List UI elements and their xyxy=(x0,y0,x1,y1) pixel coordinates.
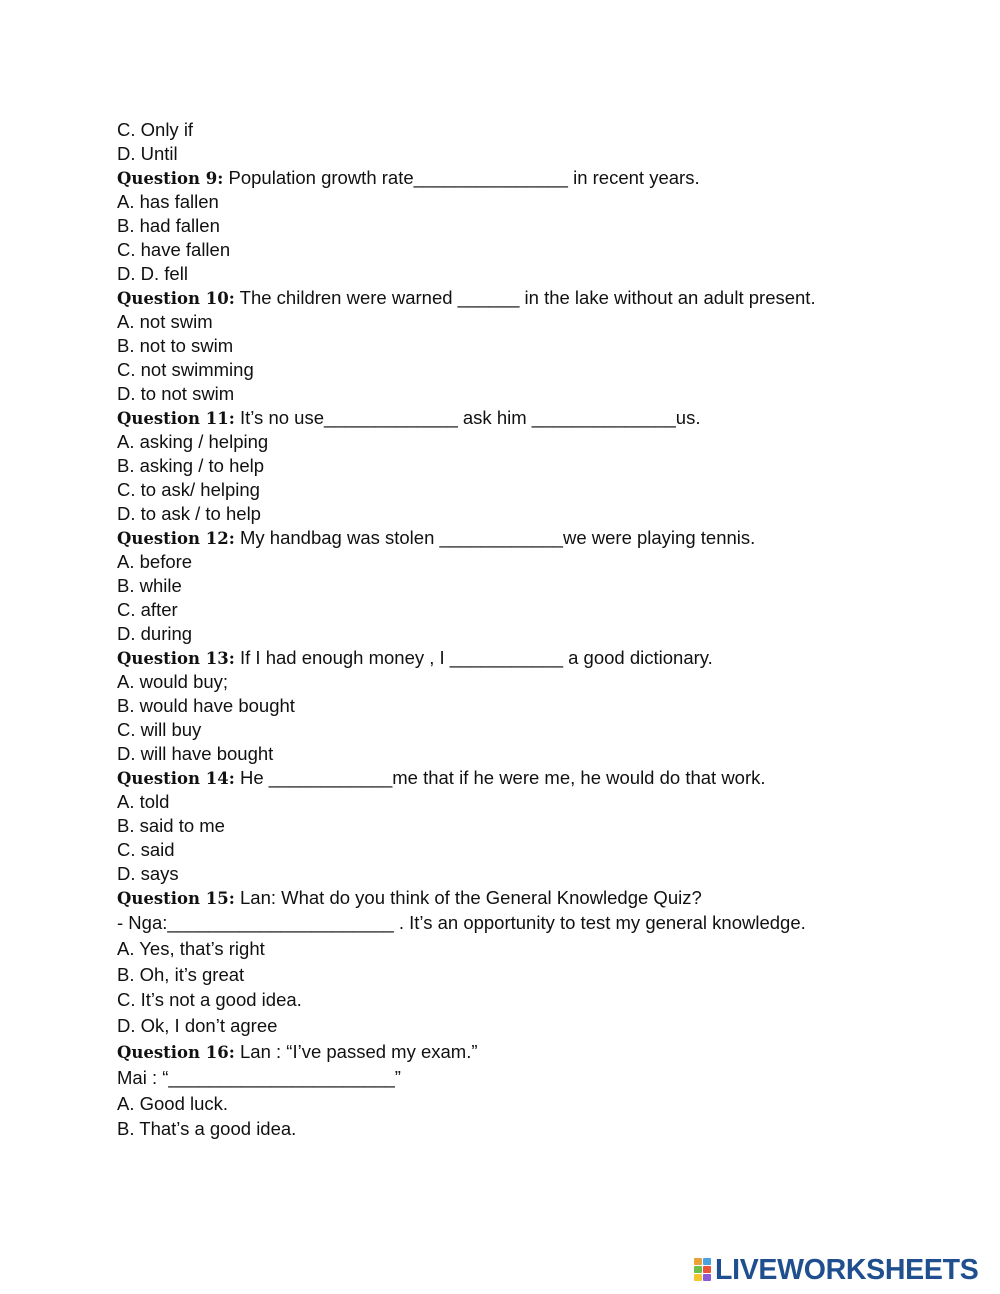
option-text: B. asking / to help xyxy=(117,455,265,476)
option-text: D. Until xyxy=(117,143,178,164)
logo-tile xyxy=(694,1274,702,1281)
option-text: A. has fallen xyxy=(117,191,219,212)
question-label: Question 9: xyxy=(117,169,224,188)
logo-tile xyxy=(694,1258,702,1265)
option-text: D. D. fell xyxy=(117,263,188,284)
option-text: C. It’s not a good idea. xyxy=(117,989,302,1011)
question-text: The children were warned ______ in the lake without an adult present. xyxy=(234,287,816,308)
question-line xyxy=(117,1039,957,1065)
answer-option xyxy=(117,622,957,646)
answer-option xyxy=(117,190,957,214)
question-text: Lan: What do you think of the General Knowledge Quiz? xyxy=(234,887,702,908)
option-text: D. to not swim xyxy=(117,383,235,404)
question-label: Question 11: xyxy=(117,409,235,428)
answer-option xyxy=(117,910,957,936)
answer-option xyxy=(117,1091,957,1117)
option-text: B. not to swim xyxy=(117,335,234,356)
answer-option xyxy=(117,962,957,988)
option-text: D. Ok, I don’t agree xyxy=(117,1015,278,1037)
question-text: If I had enough money , I ___________ a good dictionary. xyxy=(234,647,713,668)
question-text: Population growth rate_______________ in recent years. xyxy=(223,167,700,188)
answer-option xyxy=(117,987,957,1013)
answer-option xyxy=(117,718,957,742)
logo-tile xyxy=(703,1274,711,1281)
answer-option xyxy=(117,358,957,382)
logo-tile xyxy=(703,1266,711,1273)
option-text: C. to ask/ helping xyxy=(117,479,260,500)
question-line xyxy=(117,646,957,670)
option-text: B. while xyxy=(117,575,182,596)
option-text: C. have fallen xyxy=(117,239,231,260)
option-text: Mai : “______________________” xyxy=(117,1066,401,1088)
answer-option xyxy=(117,574,957,598)
question-line xyxy=(117,886,957,910)
option-text: C. Only if xyxy=(117,119,194,140)
option-text: D. says xyxy=(117,863,179,884)
question-text: He ____________me that if he were me, he would do that work. xyxy=(234,767,766,788)
option-text: B. said to me xyxy=(117,815,225,836)
answer-option xyxy=(117,382,957,406)
answer-option xyxy=(117,262,957,286)
answer-option xyxy=(117,1013,957,1039)
answer-option xyxy=(117,238,957,262)
question-label: Question 10: xyxy=(117,289,235,308)
option-text: A. Good luck. xyxy=(117,1092,229,1114)
answer-option xyxy=(117,790,957,814)
option-text: D. will have bought xyxy=(117,743,274,764)
answer-option xyxy=(117,550,957,574)
option-text: B. had fallen xyxy=(117,215,220,236)
question-text: It’s no use_____________ ask him ______________us. xyxy=(234,407,701,428)
option-text: A. before xyxy=(117,551,193,572)
answer-option xyxy=(117,142,957,166)
answer-option xyxy=(117,118,957,142)
answer-option xyxy=(117,670,957,694)
answer-option xyxy=(117,598,957,622)
answer-option xyxy=(117,502,957,526)
question-line xyxy=(117,766,957,790)
option-text: A. asking / helping xyxy=(117,431,269,452)
option-text: B. Oh, it’s great xyxy=(117,963,245,985)
answer-option xyxy=(117,310,957,334)
logo-text: LIVEWORKSHEETS xyxy=(715,1254,979,1286)
option-text: C. after xyxy=(117,599,178,620)
question-line xyxy=(117,286,957,310)
option-text: C. not swimming xyxy=(117,359,254,380)
answer-option xyxy=(117,334,957,358)
answer-option xyxy=(117,742,957,766)
option-text: - Nga:______________________ . It’s an opportunity to test my general knowledge. xyxy=(117,912,806,933)
question-line xyxy=(117,526,957,550)
logo-tile xyxy=(703,1258,711,1265)
liveworksheets-logo xyxy=(694,1255,978,1285)
question-label: Question 16: xyxy=(117,1042,235,1062)
answer-option xyxy=(117,430,957,454)
answer-option xyxy=(117,1116,957,1142)
option-text: D. during xyxy=(117,623,193,644)
answer-option xyxy=(117,862,957,886)
option-text: A. told xyxy=(117,791,170,812)
question-text: My handbag was stolen ____________we were playing tennis. xyxy=(234,527,756,548)
answer-option xyxy=(117,1065,957,1091)
option-text: A. not swim xyxy=(117,311,213,332)
answer-option xyxy=(117,478,957,502)
logo-tile xyxy=(694,1266,702,1273)
answer-option xyxy=(117,454,957,478)
answer-option xyxy=(117,936,957,962)
question-text: Lan : “I’ve passed my exam.” xyxy=(234,1040,478,1062)
answer-option xyxy=(117,838,957,862)
question-label: Question 15: xyxy=(117,889,235,908)
option-text: C. said xyxy=(117,839,175,860)
option-text: B. That’s a good idea. xyxy=(117,1118,297,1140)
option-text: C. will buy xyxy=(117,719,202,740)
question-list xyxy=(117,118,957,1142)
option-text: B. would have bought xyxy=(117,695,295,716)
question-label: Question 14: xyxy=(117,769,235,788)
question-label: Question 12: xyxy=(117,529,235,548)
answer-option xyxy=(117,214,957,238)
option-text: D. to ask / to help xyxy=(117,503,261,524)
question-label: Question 13: xyxy=(117,649,235,668)
option-text: A. would buy; xyxy=(117,671,229,692)
question-line xyxy=(117,406,957,430)
logo-mark-icon xyxy=(694,1258,712,1282)
option-text: A. Yes, that’s right xyxy=(117,937,265,959)
answer-option xyxy=(117,694,957,718)
answer-option xyxy=(117,814,957,838)
question-line xyxy=(117,166,957,190)
